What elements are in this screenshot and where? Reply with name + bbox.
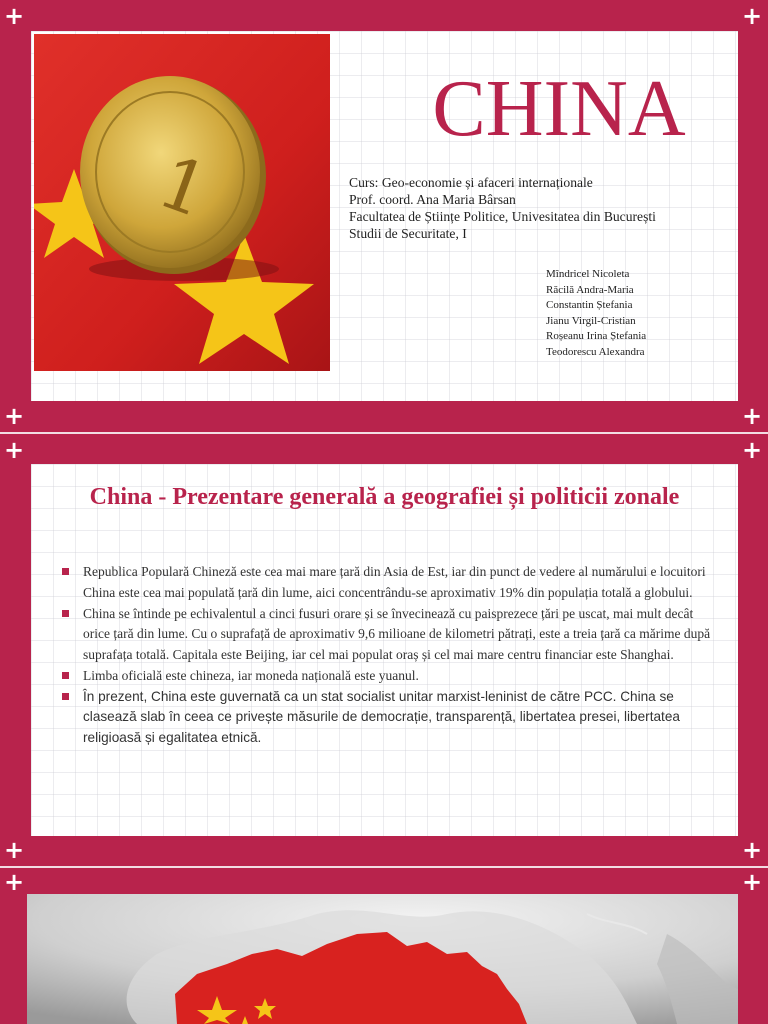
author-name: Teodorescu Alexandra — [546, 345, 645, 358]
plus-icon: + — [742, 402, 763, 430]
author-name: Constantin Ștefania — [546, 299, 633, 311]
bullet-list — [83, 562, 713, 748]
author-name: Jianu Virgil-Cristian — [546, 314, 636, 327]
slide-overview — [0, 434, 768, 866]
plus-icon: + — [742, 436, 763, 464]
plus-icon: + — [4, 436, 25, 464]
bullet-item: Republica Populară Chineză este cea mai mare țară din Asia de Est, iar din punct de vedere al numărului e locuitori China este cea mai populată țară din lume, aici concentrându-se aproximativ 19% din populația totală a globului. — [83, 562, 713, 604]
svg-text:1: 1 — [147, 139, 220, 234]
slide-title — [0, 0, 768, 432]
slide-map — [0, 868, 768, 1024]
professor-line: Prof. coord. Ana Maria Bârsan — [349, 192, 516, 207]
title-slide-panel — [31, 31, 738, 401]
faculty-line: Facultatea de Științe Politice, Univesitatea din București — [349, 209, 656, 224]
bullet-item: Limba oficială este chineza, iar moneda națională este yuanul. — [83, 666, 713, 687]
author-name: Răcilă Andra-Maria — [546, 283, 634, 296]
plus-icon: + — [4, 402, 25, 430]
plus-icon: + — [742, 2, 763, 30]
plus-icon: + — [742, 868, 763, 896]
program-line: Studii de Securitate, I — [349, 226, 467, 241]
plus-icon: + — [4, 2, 25, 30]
china-map-image — [27, 894, 738, 1024]
bullet-item: În prezent, China este guvernată ca un stat socialist unitar marxist-leninist de către PCC. China se clasează slab în ceea ce privește măsurile de democrație, transparență, libertatea presei, libertatea religioasă și egalitatea etnică. — [83, 687, 713, 749]
globe-map-image — [27, 894, 738, 1024]
author-name: Mîndricel Nicoleta — [546, 268, 630, 280]
yuan-coin-photo — [34, 34, 330, 371]
overview-panel — [31, 464, 738, 836]
slide-heading: China - Prezentare generală a geografiei și politicii zonale — [89, 484, 680, 510]
course-line: Curs: Geo-economie și afaceri internaționale — [349, 175, 593, 190]
plus-icon: + — [742, 836, 763, 864]
bullet-item: China se întinde pe echivalentul a cinci fusuri orare și se învecinează cu paisprezece țări pe uscat, mai mult decât orice țară din lume. Cu o suprafață de aproximativ 9,6 milioane de kilometri pătrați, este a treia țară ca mărime după suprafața totală. Capitala este Beijing, iar cel mai populat oraș și cel mai mare centru financiar este Shanghai. — [83, 604, 713, 666]
plus-icon: + — [4, 868, 25, 896]
course-info — [349, 174, 656, 242]
presentation-title: CHINA — [432, 65, 686, 153]
coin-on-flag-image — [34, 34, 330, 371]
authors-list — [546, 267, 646, 360]
plus-icon: + — [4, 836, 25, 864]
author-name: Roșeanu Irina Ștefania — [546, 330, 647, 342]
